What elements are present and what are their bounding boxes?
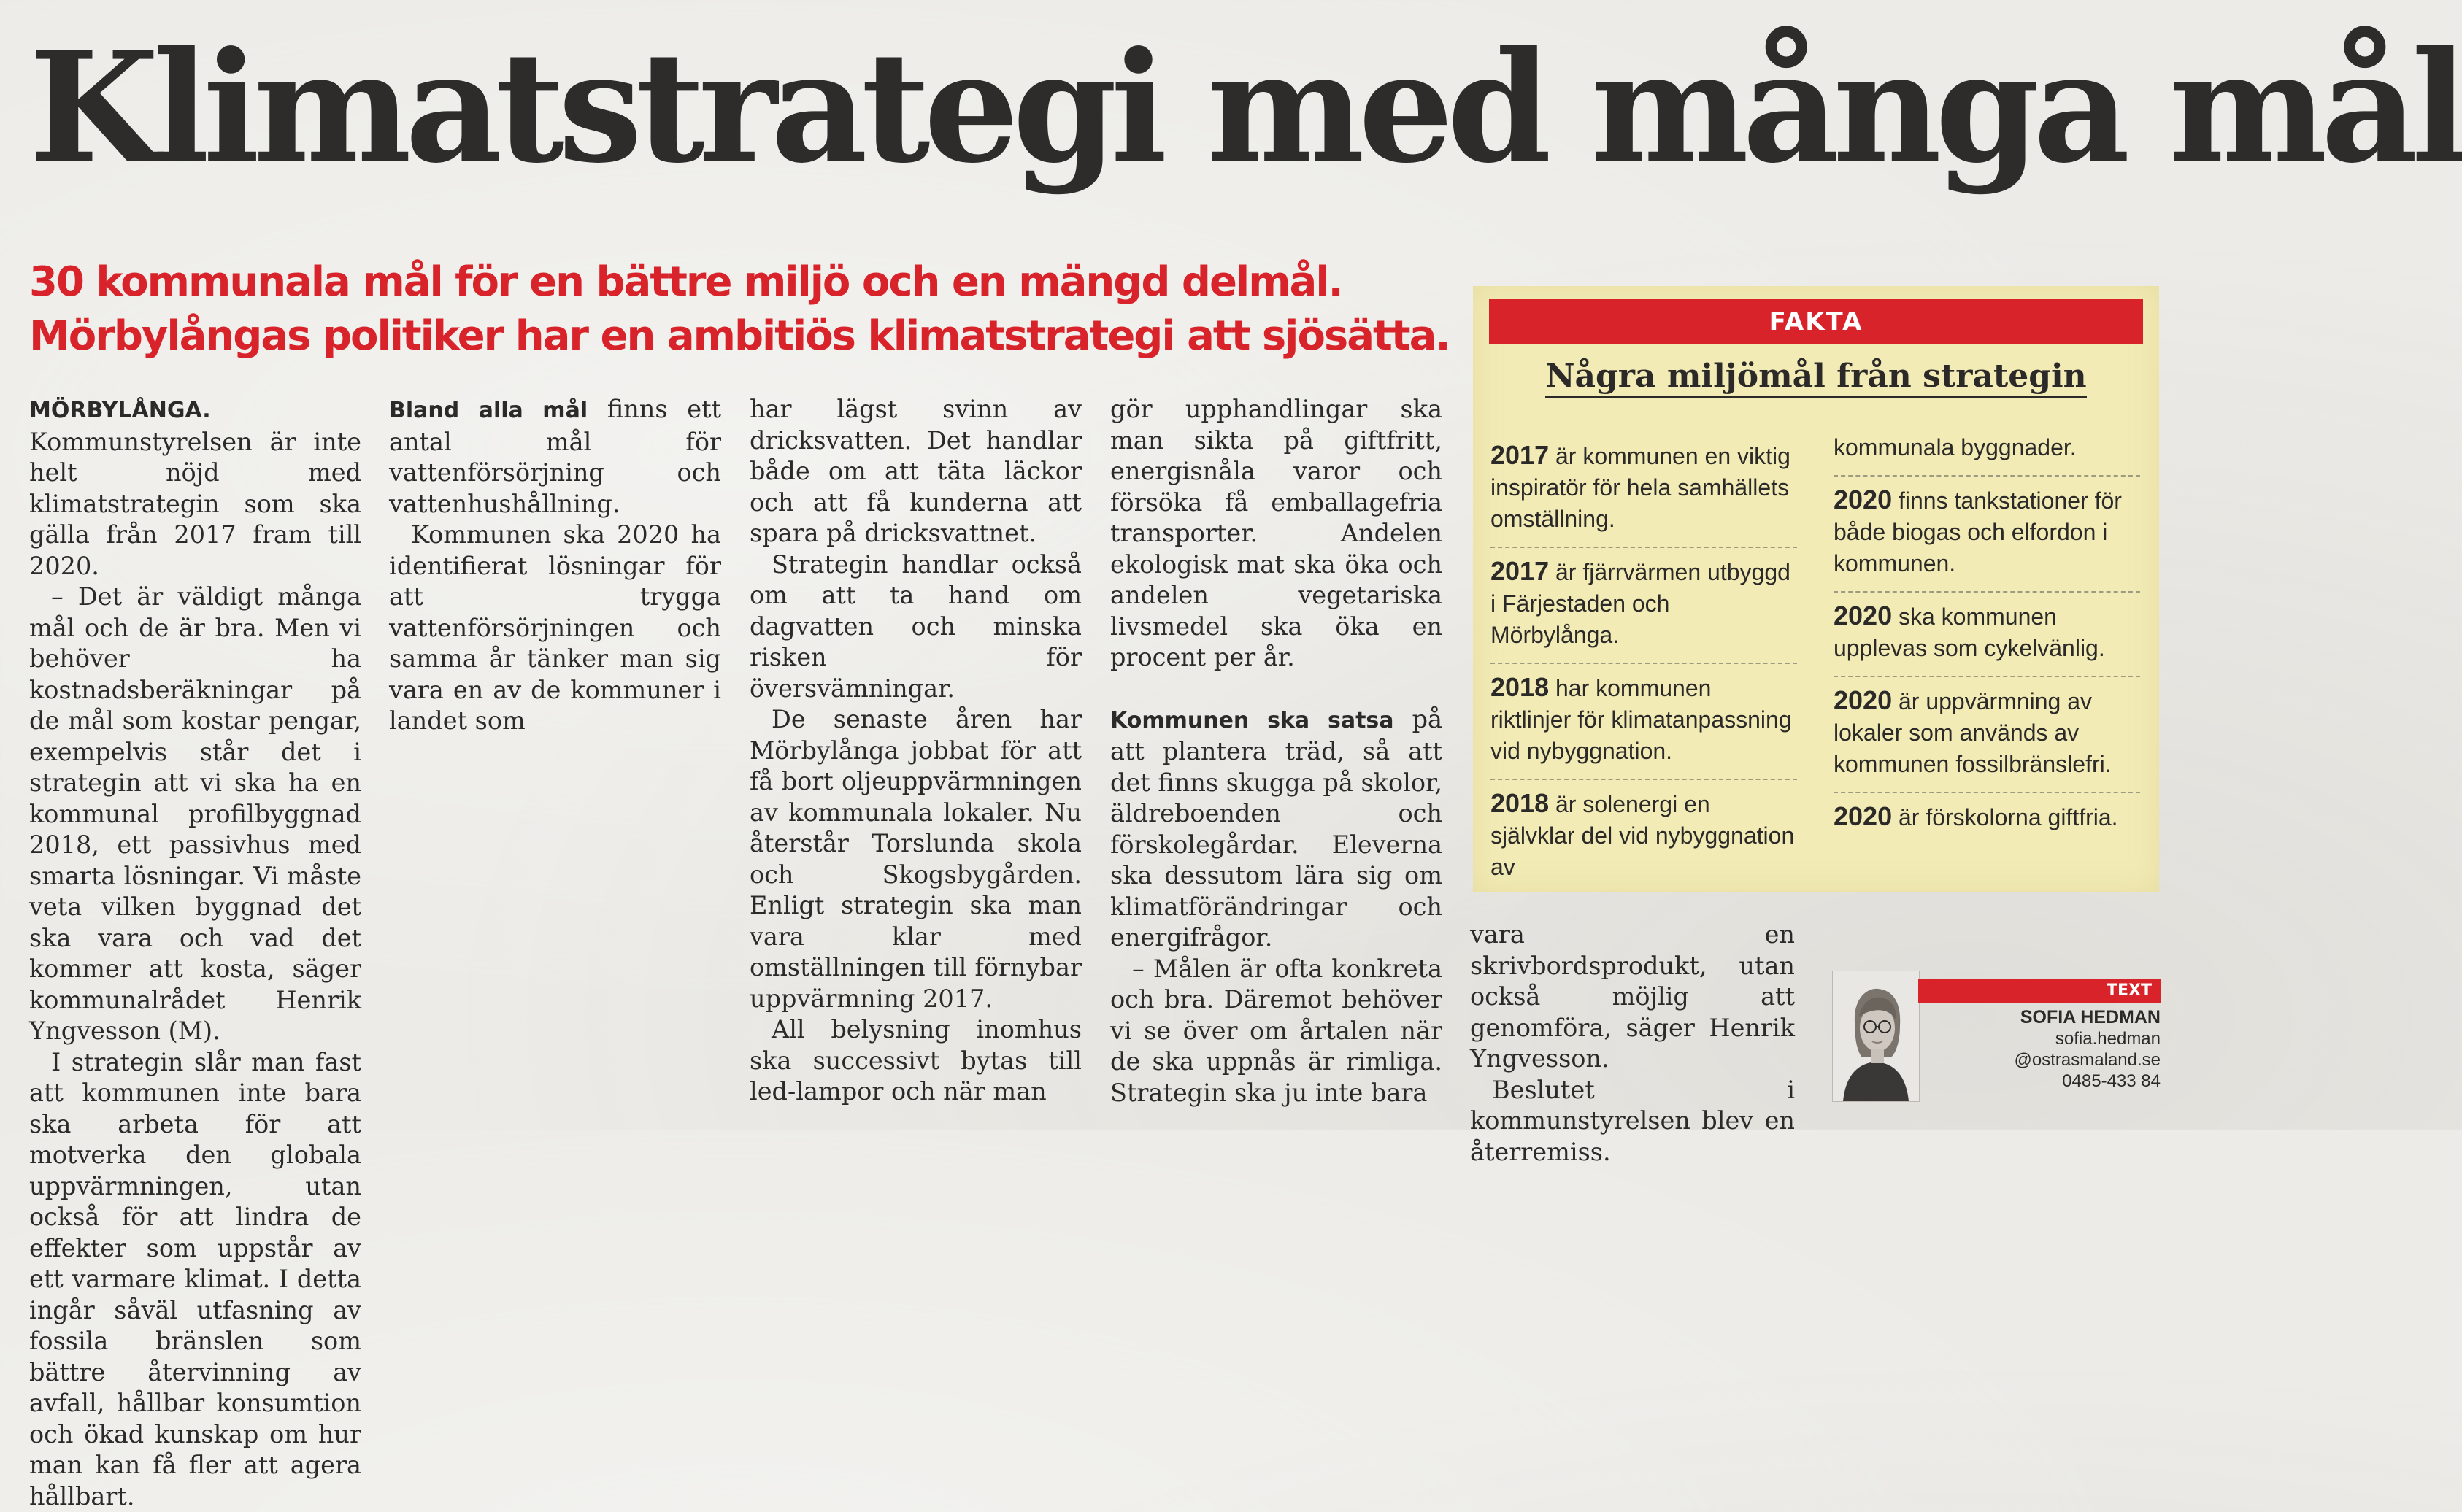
paragraph-7: De senaste åren har Mörbylånga jobbat för att få bort oljeuppvärmningen av kommunala lokaler. Nu återstår Torslunda skola och Skogsbygården. Enligt strategin ska man vara klar med omställningen till förnybar uppvärmning 2017. (750, 704, 1082, 1014)
author-email-line-2: @ostrasmaland.se (1918, 1049, 2161, 1071)
fakta-box (1473, 286, 2159, 892)
fakta-year: 2018 (1490, 788, 1549, 818)
fakta-item (1490, 664, 1797, 780)
paragraph-4 (389, 394, 721, 520)
paragraph-2: – Det är väldigt många mål och de är bra. Men vi behöver ha kostnadsberäkningar på de mål som kostar pengar, exempelvis står det i strategin att vi ska ha en kommunal profilbyggnad 2018, ett passivhus med smarta lösningar. Vi måste veta vilken byggnad det ska vara och vad det kommer att kosta, säger kommunalrådet Henrik Yngvesson (M). (29, 582, 361, 1047)
deck-line-1: 30 kommunala mål för en bättre miljö och en mängd delmål. (29, 255, 1460, 309)
fakta-year: 2017 (1490, 556, 1549, 586)
subhead-1: Bland alla mål (389, 398, 588, 423)
paragraph-3a: I strategin slår man fast att kommunen inte bara ska arbeta för att motverka den globala uppvärmningen, utan också för att lindra de effekter som uppstår av ett varmare klimat. I detta ingår såväl utfasning av fossila bränslen som bättre återvinning av avfall, hållbar konsumtion och ökad kunskap om hur man kan få fler att agera hållbart. (29, 1047, 361, 1512)
author-email-line-1: sofia.hedman (1918, 1028, 2161, 1049)
column-2 (389, 394, 721, 737)
fakta-title-text: Några miljömål från strategin (1545, 358, 2086, 398)
column-4 (1110, 394, 1442, 1108)
fakta-text: ska kommunen upplevas som cykelvänlig. (1834, 603, 2105, 661)
fakta-text: är förskolorna giftfria. (1899, 804, 2118, 830)
deck-line-2: Mörbylångas politiker har en ambitiös klimatstrategi att sjösätta. (29, 309, 1460, 363)
paragraph-6: Strategin handlar också om att ta hand om dagvatten och minska risken för översvämningar. (750, 549, 1082, 705)
fakta-text: har kommunen riktlinjer för klimatanpassning vid nybyggnation. (1490, 675, 1792, 764)
paragraph-4-text: finns ett antal mål för vattenförsörjning och vattenhushållning. (389, 395, 721, 518)
byline (1832, 971, 2161, 1100)
fakta-year: 2020 (1834, 685, 1892, 715)
byline-contact (1918, 1007, 2161, 1092)
fakta-item (1490, 780, 1797, 895)
paragraph-10b: vara en skrivbordsprodukt, utan också möjlig att genomföra, säger Henrik Yngvesson. (1470, 919, 1795, 1075)
column-1 (29, 394, 361, 1512)
fakta-text: är solenergi en självklar del vid nybyggnation av (1490, 791, 1794, 880)
paragraph-9-text: på att plantera träd, så att det finns skugga på skolor, äldreboenden och förskolegårdar. Eleverna ska dessutom lära sig om klimatförändringar och energifrågor. (1110, 705, 1442, 952)
subhead-2: Kommunen ska satsa (1110, 708, 1394, 733)
paragraph-8b: gör upphandlingar ska man sikta på giftfritt, energisnåla varor och försöka få emballagefria transporter. Andelen ekologisk mat ska öka och andelen vegetariska livsmedel ska öka en procent per år. (1110, 394, 1442, 674)
fakta-text: finns tankstationer för både biogas och elfordon i kommunen. (1834, 487, 2122, 576)
fakta-column-right (1834, 432, 2140, 845)
paragraph-9 (1110, 704, 1442, 954)
author-phone: 0485-433 84 (1918, 1071, 2161, 1092)
fakta-text: kommunala byggnader. (1834, 434, 2077, 460)
fakta-label: FAKTA (1489, 299, 2143, 344)
fakta-year: 2017 (1490, 440, 1549, 470)
fakta-year: 2020 (1834, 801, 1892, 831)
column-5 (1470, 919, 1795, 1168)
paragraph-8: All belysning inomhus ska successivt bytas till led-lampor och när man (750, 1014, 1082, 1108)
column-3 (750, 394, 1082, 1108)
fakta-item (1490, 432, 1797, 548)
paragraph-1-text: Kommunstyrelsen är inte helt nöjd med klimatstrategin som ska gälla från 2017 fram till 2020. (29, 428, 361, 580)
fakta-item (1490, 548, 1797, 664)
dateline: MÖRBYLÅNGA. (29, 398, 211, 423)
fakta-text: är uppvärmning av lokaler som används av kommunen fossilbränslefri. (1834, 688, 2112, 777)
fakta-item (1834, 793, 2140, 845)
author-portrait-icon (1833, 971, 1919, 1101)
paragraph-5b: har lägst svinn av dricksvatten. Det handlar både om att täta läckor och att få kunderna att spara på dricksvattnet. (750, 394, 1082, 549)
fakta-item (1834, 677, 2140, 793)
fakta-year: 2020 (1834, 485, 1892, 514)
author-name: SOFIA HEDMAN (1918, 1007, 2161, 1028)
fakta-text: är kommunen en viktig inspiratör för hela samhällets omställning. (1490, 443, 1790, 532)
fakta-title (1473, 358, 2159, 395)
paragraph-11: Beslutet i kommunstyrelsen blev en återremiss. (1470, 1075, 1795, 1168)
fakta-item (1834, 593, 2140, 677)
fakta-year: 2018 (1490, 672, 1549, 702)
fakta-text: är fjärrvärmen utbyggd i Färjestaden och Mörbylånga. (1490, 559, 1790, 648)
paragraph-10: – Målen är ofta konkreta och bra. Däremot behöver vi se över om årtalen när de ska uppnås är rimliga. Strategin ska ju inte bara (1110, 954, 1442, 1109)
byline-label: TEXT (1918, 979, 2161, 1003)
fakta-year: 2020 (1834, 601, 1892, 630)
author-photo (1832, 971, 1920, 1102)
paragraph-1 (29, 394, 361, 582)
deck (29, 255, 1460, 363)
paragraph-5: Kommunen ska 2020 ha identifierat lösningar för att trygga vattenförsörjningen och samma år tänker man sig vara en av de kommuner i landet som (389, 520, 721, 737)
fakta-item (1834, 477, 2140, 593)
headline: Klimatstrategi med många mål (29, 13, 2143, 203)
fakta-item (1834, 432, 2140, 477)
fakta-column-left (1490, 432, 1797, 895)
